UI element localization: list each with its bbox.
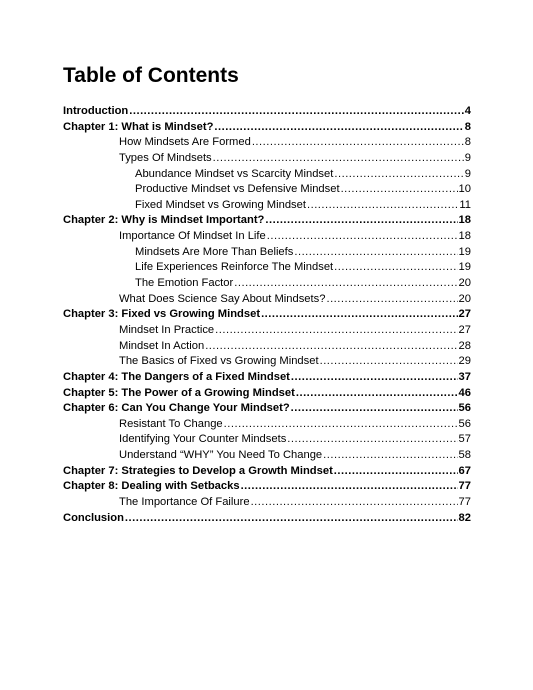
toc-section-entry[interactable] [63, 198, 471, 214]
toc-page-number: 67 [458, 464, 471, 477]
toc-dot-leader [294, 245, 457, 261]
toc-entry-label: Chapter 3: Fixed vs Growing Mindset [63, 308, 261, 321]
toc-page-number: 29 [458, 355, 471, 368]
toc-dot-leader [213, 151, 464, 167]
toc-page-number: 18 [458, 230, 471, 243]
toc-section-entry[interactable] [63, 339, 471, 355]
toc-dot-leader [129, 104, 464, 120]
toc-dot-leader [326, 292, 457, 308]
toc-dot-leader [334, 260, 457, 276]
toc-entry-label: Chapter 2: Why is Mindset Important? [63, 214, 265, 227]
toc-entry-label: Understand “WHY” You Need To Change [119, 449, 323, 462]
toc-entry-label: Abundance Mindset vs Scarcity Mindset [135, 167, 334, 180]
toc-page-number: 11 [459, 198, 471, 211]
toc-section-entry[interactable] [63, 229, 471, 245]
toc-chapter-entry[interactable] [63, 386, 471, 402]
toc-chapter-entry[interactable] [63, 104, 471, 120]
toc-entry-label: Chapter 6: Can You Change Your Mindset? [63, 402, 290, 415]
toc-entry-label: Fixed Mindset vs Growing Mindset [135, 198, 306, 211]
toc-dot-leader [291, 370, 458, 386]
toc-page-number: 28 [458, 339, 471, 352]
toc-dot-leader [334, 464, 458, 480]
toc-section-entry[interactable] [63, 448, 471, 464]
toc-dot-leader [267, 229, 458, 245]
toc-dot-leader [296, 386, 458, 402]
toc-section-entry[interactable] [63, 167, 471, 183]
toc-page-number: 9 [464, 167, 471, 180]
toc-entry-label: Life Experiences Reinforce The Mindset [135, 261, 334, 274]
toc-page-number: 58 [458, 449, 471, 462]
toc-section-entry[interactable] [63, 135, 471, 151]
toc-dot-leader [287, 432, 457, 448]
toc-dot-leader [224, 417, 458, 433]
page-title: Table of Contents [63, 64, 239, 87]
toc-section-entry[interactable] [63, 260, 471, 276]
toc-page-number: 77 [458, 480, 471, 493]
toc-dot-leader [261, 307, 457, 323]
toc-dot-leader [125, 511, 458, 527]
toc-section-entry[interactable] [63, 292, 471, 308]
table-of-contents [63, 104, 471, 526]
toc-chapter-entry[interactable] [63, 213, 471, 229]
toc-entry-label: Resistant To Change [119, 417, 223, 430]
toc-section-entry[interactable] [63, 495, 471, 511]
toc-entry-label: What Does Science Say About Mindsets? [119, 292, 326, 305]
toc-dot-leader [234, 276, 457, 292]
toc-section-entry[interactable] [63, 245, 471, 261]
toc-page-number: 20 [458, 277, 471, 290]
toc-dot-leader [307, 198, 458, 214]
toc-entry-label: The Emotion Factor [135, 277, 234, 290]
toc-page-number: 46 [458, 386, 471, 399]
toc-page-number: 27 [458, 308, 471, 321]
toc-entry-label: Mindset In Practice [119, 323, 215, 336]
toc-chapter-entry[interactable] [63, 479, 471, 495]
toc-dot-leader [251, 495, 458, 511]
toc-page-number: 9 [464, 151, 471, 164]
toc-entry-label: Chapter 1: What is Mindset? [63, 120, 214, 133]
toc-dot-leader [334, 167, 463, 183]
toc-chapter-entry[interactable] [63, 120, 471, 136]
toc-entry-label: Chapter 7: Strategies to Develop a Growth Mindset [63, 464, 333, 477]
toc-page-number: 37 [458, 370, 471, 383]
toc-section-entry[interactable] [63, 182, 471, 198]
toc-page-number: 82 [458, 511, 471, 524]
toc-page-number: 8 [464, 136, 471, 149]
toc-entry-label: Mindsets Are More Than Beliefs [135, 245, 294, 258]
toc-entry-label: The Importance Of Failure [119, 496, 250, 509]
toc-section-entry[interactable] [63, 323, 471, 339]
toc-entry-label: Chapter 8: Dealing with Setbacks [63, 480, 240, 493]
toc-dot-leader [215, 323, 457, 339]
toc-page-number: 56 [458, 402, 471, 415]
toc-page-number: 10 [458, 183, 471, 196]
toc-entry-label: Importance Of Mindset In Life [119, 230, 266, 243]
toc-page-number: 18 [458, 214, 471, 227]
toc-entry-label: Identifying Your Counter Mindsets [119, 433, 287, 446]
toc-section-entry[interactable] [63, 354, 471, 370]
toc-page-number: 27 [458, 323, 471, 336]
toc-page-number: 77 [458, 496, 471, 509]
toc-dot-leader [214, 120, 463, 136]
toc-entry-label: Mindset In Action [119, 339, 205, 352]
toc-entry-label: Types Of Mindsets [119, 151, 212, 164]
toc-dot-leader [323, 448, 457, 464]
toc-page-number: 19 [458, 245, 471, 258]
toc-entry-label: Introduction [63, 105, 129, 117]
toc-chapter-entry[interactable] [63, 464, 471, 480]
toc-entry-label: Conclusion [63, 511, 124, 524]
toc-dot-leader [291, 401, 458, 417]
toc-page-number: 57 [458, 433, 471, 446]
toc-section-entry[interactable] [63, 417, 471, 433]
toc-section-entry[interactable] [63, 432, 471, 448]
toc-chapter-entry[interactable] [63, 307, 471, 323]
toc-entry-label: Chapter 5: The Power of a Growing Mindset [63, 386, 295, 399]
toc-page-number: 20 [458, 292, 471, 305]
toc-page-number: 4 [464, 105, 471, 117]
toc-chapter-entry[interactable] [63, 370, 471, 386]
toc-section-entry[interactable] [63, 276, 471, 292]
toc-page-number: 19 [458, 261, 471, 274]
toc-entry-label: The Basics of Fixed vs Growing Mindset [119, 355, 319, 368]
toc-dot-leader [265, 213, 457, 229]
toc-chapter-entry[interactable] [63, 401, 471, 417]
toc-entry-label: Chapter 4: The Dangers of a Fixed Mindset [63, 370, 290, 383]
toc-dot-leader [341, 182, 458, 198]
toc-entry-label: Productive Mindset vs Defensive Mindset [135, 183, 340, 196]
toc-entry-label: How Mindsets Are Formed [119, 136, 251, 149]
toc-dot-leader [320, 354, 458, 370]
toc-dot-leader [205, 339, 457, 355]
toc-page-number: 56 [458, 417, 471, 430]
toc-dot-leader [252, 135, 464, 151]
toc-section-entry[interactable] [63, 151, 471, 167]
toc-chapter-entry[interactable] [63, 511, 471, 527]
toc-page-number: 8 [464, 120, 471, 133]
toc-dot-leader [241, 479, 458, 495]
